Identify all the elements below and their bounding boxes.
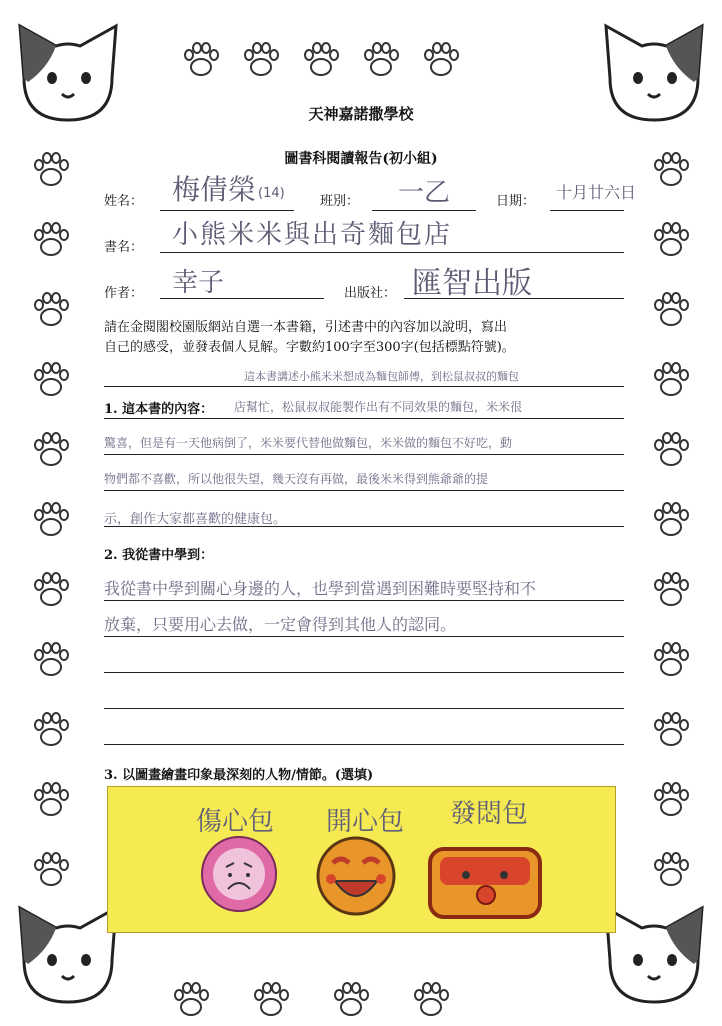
sad-bread-drawing [198,833,280,915]
paw-print-icon [180,40,222,82]
drawing-label-sad-bread: 傷心包 [196,807,275,837]
class-value: 一乙 [398,178,451,208]
name-label: 姓名： [104,194,144,209]
paw-print-icon [650,710,692,752]
paw-print-icon [30,360,72,402]
author-value: 幸子 [172,268,225,298]
date-label: 日期： [496,194,536,209]
paw-print-icon [240,40,282,82]
paw-print-icon [300,40,342,82]
paw-print-icon [650,640,692,682]
paw-print-icon [420,40,462,82]
class-label: 班別： [320,194,360,209]
happy-bread-drawing [311,833,401,919]
section1-answer-line-2: 驚喜，但是有一天他病倒了，米米要代替他做麵包，米米做的麵包不好吃，動 [104,436,513,450]
paw-print-icon [650,430,692,472]
form-title: 圖書科閱讀報告(初小組) [284,151,438,167]
paw-print-icon [170,980,212,1022]
paw-print-icon [650,570,692,612]
paw-print-icon [650,290,692,332]
drawing-area [107,786,616,933]
paw-print-icon [410,980,452,1022]
paw-print-icon [650,360,692,402]
publisher-label: 出版社： [344,286,397,301]
paw-print-icon [650,780,692,822]
section2-label: 2. 我從書中學到： [104,548,214,563]
paw-print-icon [30,850,72,892]
school-name: 天神嘉諾撒學校 [308,105,414,123]
section2-answer-line-1: 我從書中學到關心身邊的人，也學到當遇到困難時要堅持和不 [104,579,537,598]
paw-print-icon [30,500,72,542]
drawing-label-happy-bread: 開心包 [326,807,405,837]
paw-print-icon [650,220,692,262]
book-value: 小熊米米與出奇麵包店 [172,220,453,250]
section1-answer-line-0: 這本書講述小熊米米想成為麵包師傅，到松鼠叔叔的麵包 [244,370,519,383]
section3-label: 3. 以圖畫繪畫印象最深刻的人物/情節。(選填) [104,768,374,783]
paw-print-icon [30,290,72,332]
paw-print-icon [30,640,72,682]
drawing-label-grumpy-bread: 發悶包 [450,799,529,829]
name-value: 梅倩榮 [172,173,257,206]
section1-answer-line-1: 店幫忙，松鼠叔叔能製作出有不同效果的麵包，米米很 [234,400,523,414]
section2-answer-line-2: 放棄，只要用心去做，一定會得到其他人的認同。 [104,615,457,634]
section1-label: 1. 這本書的內容： [104,402,214,417]
grumpy-bread-drawing [426,845,544,921]
instruction-line-1: 請在金閱閣校園版網站自選一本書籍，引述書中的內容加以說明，寫出 [104,320,508,335]
paw-print-icon [250,980,292,1022]
instruction-line-2: 自己的感受，並發表個人見解。字數約100字至300字(包括標點符號)。 [104,340,515,355]
book-label: 書名： [104,240,144,255]
paw-print-icon [30,570,72,612]
section1-answer-line-3: 物們都不喜歡，所以他很失望，幾天沒有再做，最後米米得到熊爺爺的提 [104,472,489,486]
paw-print-icon [30,430,72,472]
paw-print-icon [30,710,72,752]
paw-print-icon [650,850,692,892]
date-value: 十月廿六日 [556,183,637,202]
paw-print-icon [30,220,72,262]
paw-print-icon [360,40,402,82]
section1-answer-line-4: 示，創作大家都喜歡的健康包。 [104,512,287,527]
paw-print-icon [330,980,372,1022]
name-number: (14) [258,186,285,201]
publisher-value: 匯智出版 [412,266,532,301]
author-label: 作者： [104,286,144,301]
paw-print-icon [30,780,72,822]
paw-print-icon [650,500,692,542]
instructions [104,318,644,358]
